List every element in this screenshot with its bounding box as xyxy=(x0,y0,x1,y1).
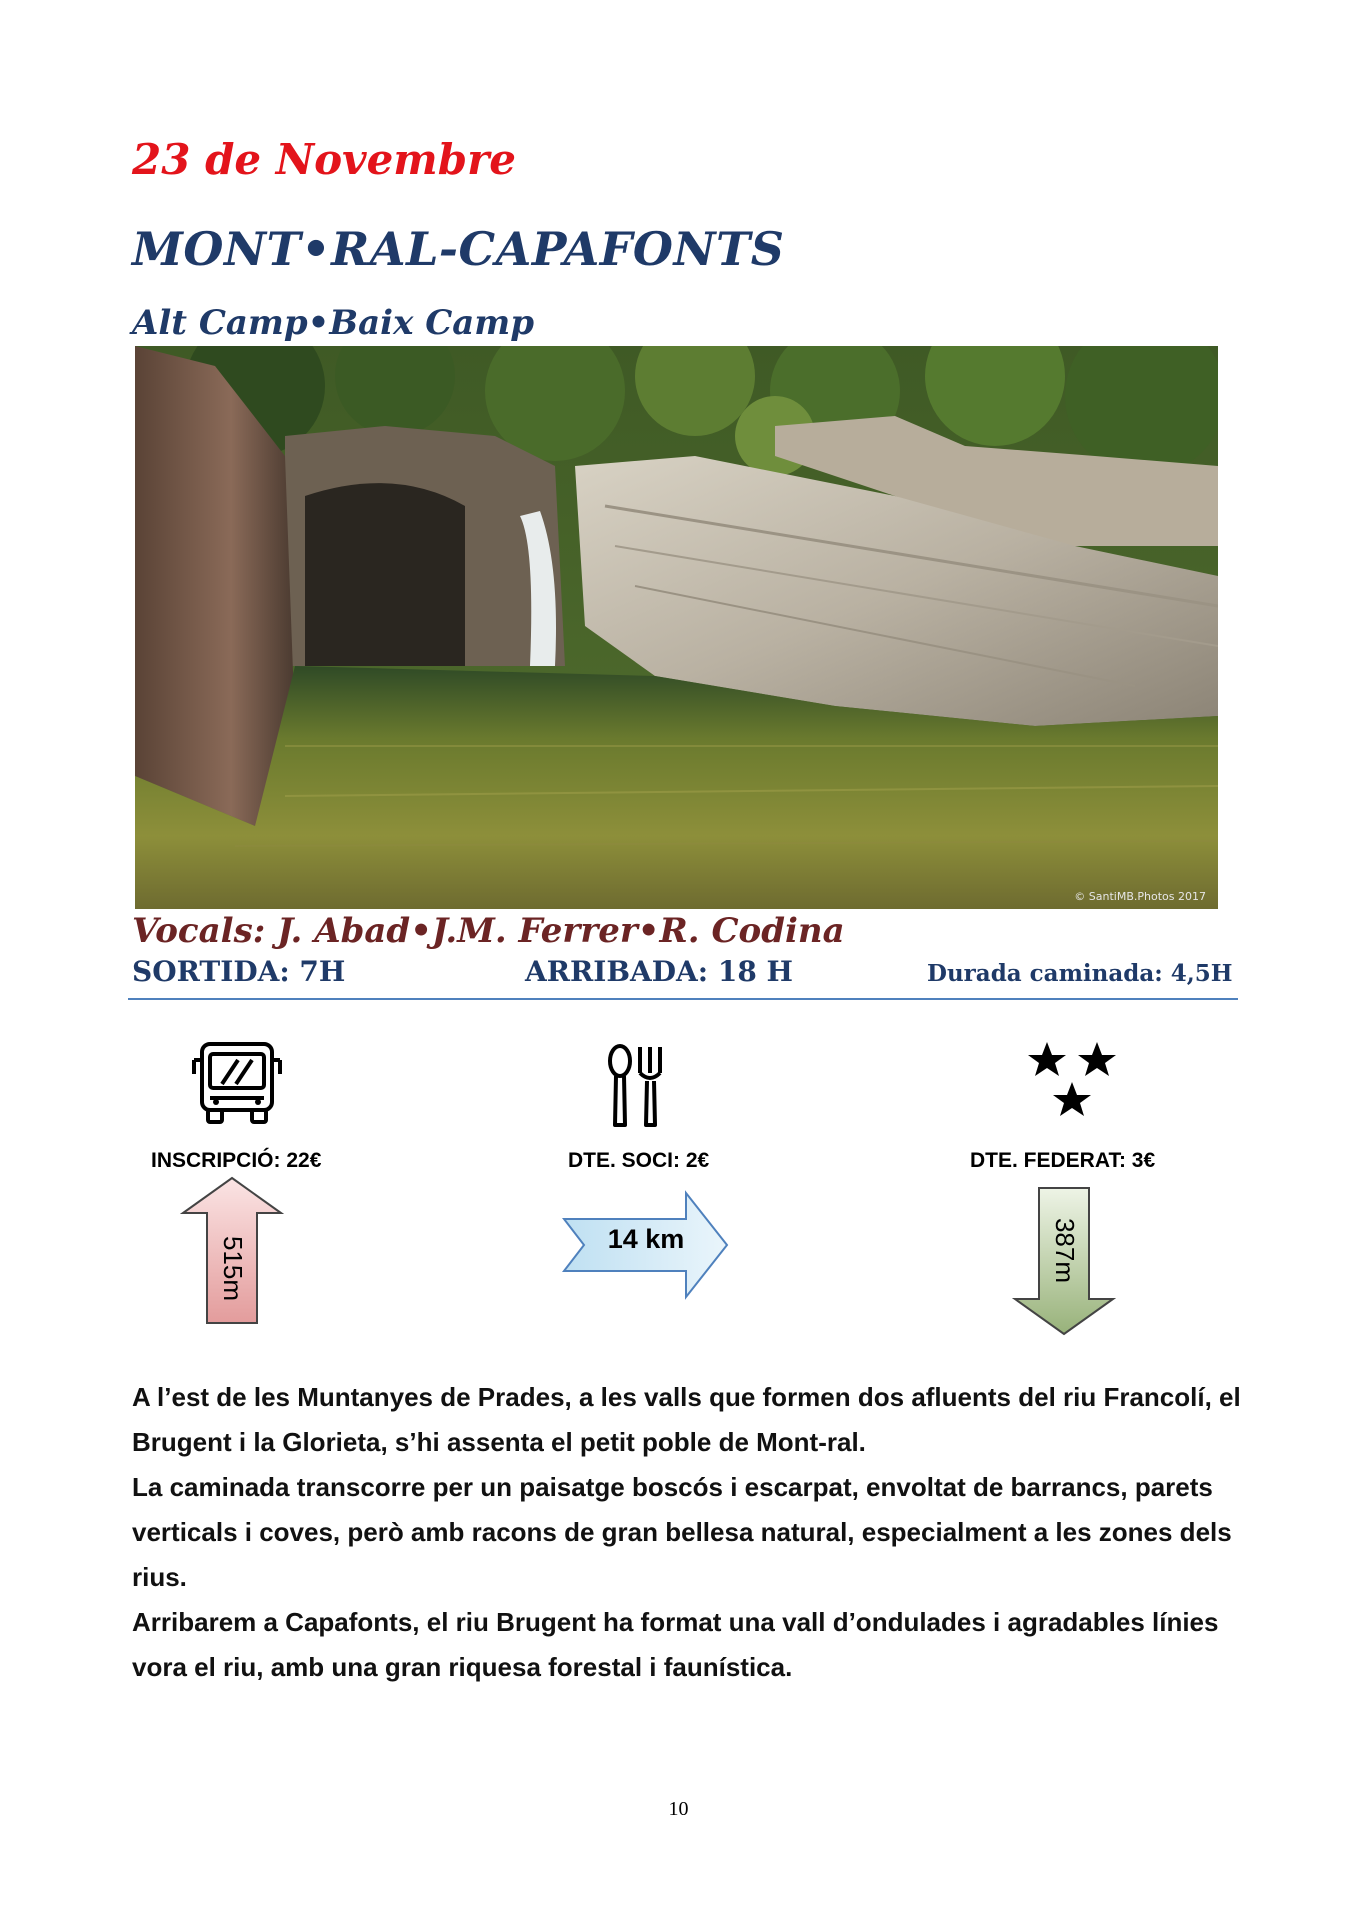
landscape-photo xyxy=(135,346,1218,909)
description xyxy=(132,1375,1242,1690)
excursion-region: Alt Camp•Baix Camp xyxy=(132,303,535,343)
stars-icon xyxy=(1022,1038,1122,1126)
cutlery-icon xyxy=(606,1043,664,1129)
descent-label-wrap xyxy=(1030,1200,1100,1300)
walk-duration: Durada caminada: 4,5H xyxy=(927,960,1233,987)
registration-price: INSCRIPCIÓ: 22€ xyxy=(151,1149,322,1172)
descent-value: 387m xyxy=(1050,1217,1081,1283)
description-paragraph-3: Arribarem a Capafonts, el riu Brugent ha format una vall d’ondulades i agradables línies vora el riu, amb una gran riquesa forestal i faunística. xyxy=(132,1607,1219,1682)
bus-icon xyxy=(192,1038,282,1126)
arrival-time: ARRIBADA: 18 H xyxy=(525,955,794,988)
ascent-label-wrap xyxy=(198,1218,268,1318)
departure-time: SORTIDA: 7H xyxy=(132,955,346,988)
member-discount: DTE. SOCI: 2€ xyxy=(568,1149,710,1172)
divider-rule xyxy=(128,998,1238,1000)
excursion-title: MONT•RAL-CAPAFONTS xyxy=(132,222,785,276)
description-paragraph-2: La caminada transcorre per un paisatge boscós i escarpat, envoltat de barrancs, parets verticals i coves, però amb racons de gran bellesa natural, especialment a les zones dels rius. xyxy=(132,1472,1232,1592)
description-paragraph-1: A l’est de les Muntanyes de Prades, a les valls que formen dos afluents del riu Francolí, el Brugent i la Glorieta, s’hi assenta el petit poble de Mont-ral. xyxy=(132,1382,1241,1457)
guides-line: Vocals: J. Abad•J.M. Ferrer•R. Codina xyxy=(132,911,845,951)
excursion-date: 23 de Novembre xyxy=(132,135,516,184)
federated-discount: DTE. FEDERAT: 3€ xyxy=(970,1149,1156,1172)
ascent-value: 515m xyxy=(218,1235,249,1301)
photo-copyright: © SantiMB.Photos 2017 xyxy=(1074,890,1206,903)
page-number: 10 xyxy=(668,1798,689,1820)
distance-value: 14 km xyxy=(607,1224,685,1254)
